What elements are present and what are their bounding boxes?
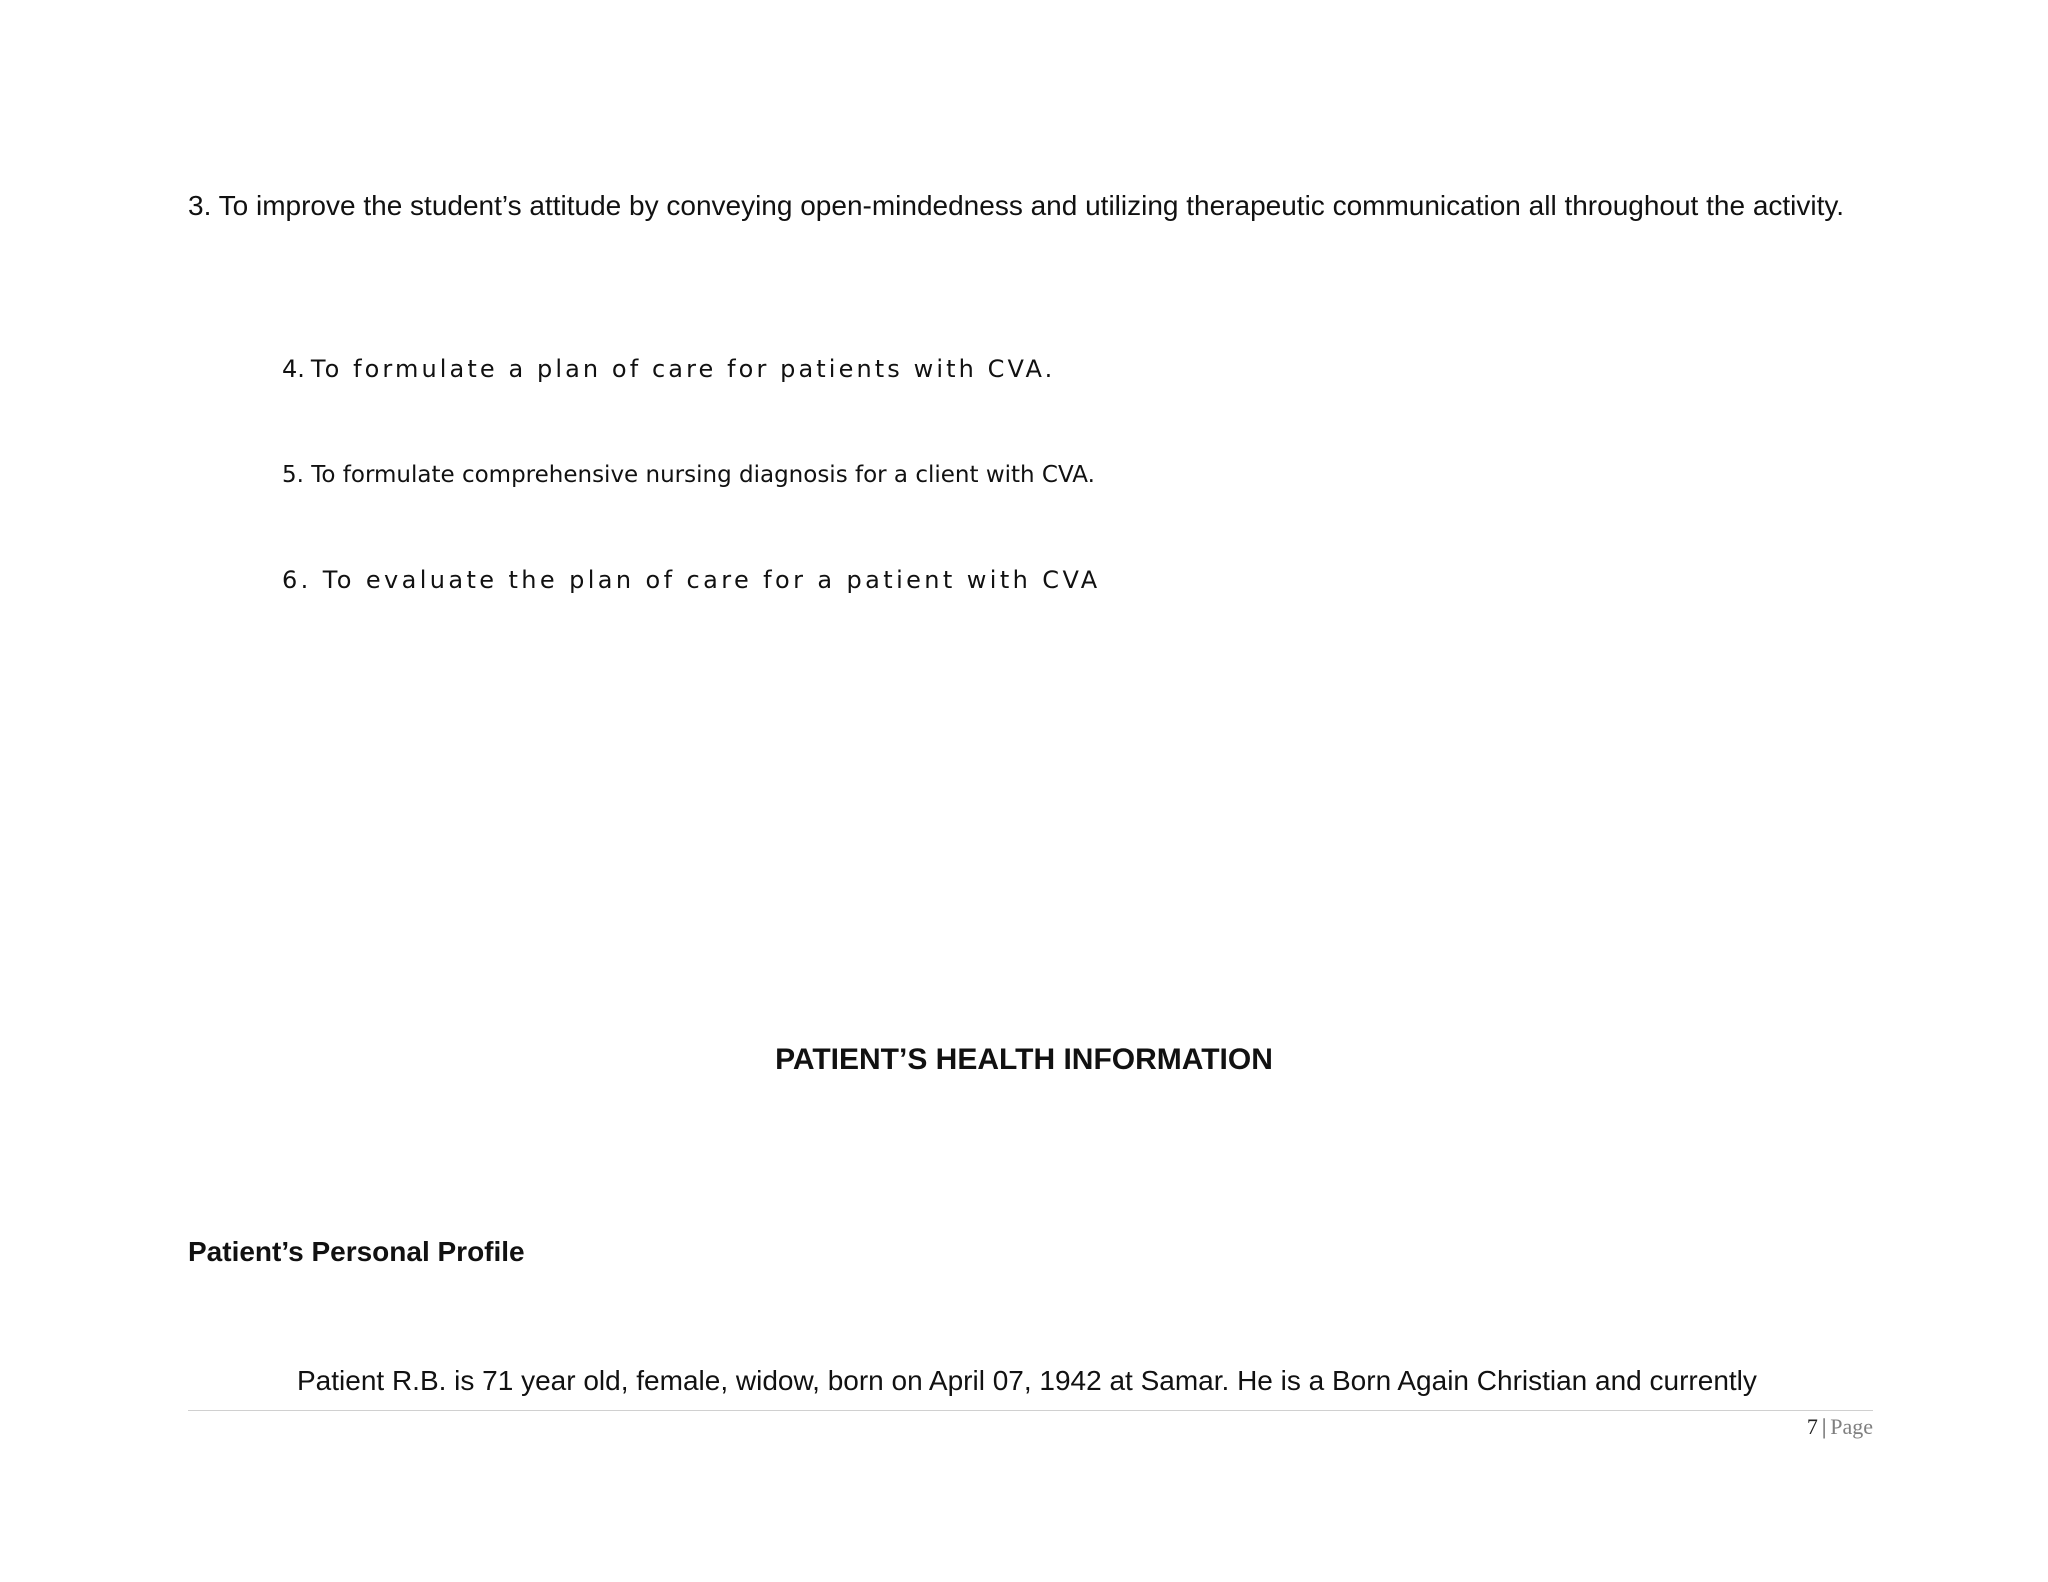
profile-heading: Patient’s Personal Profile xyxy=(188,1236,525,1267)
objective-item-5: 5. To formulate comprehensive nursing diagnosis for a client with CVA. xyxy=(282,462,1095,488)
objective-item-6: 6. To evaluate the plan of care for a patient with CVA xyxy=(282,566,1101,594)
footer-divider xyxy=(188,1410,1873,1411)
page-label: Page xyxy=(1830,1414,1873,1439)
section-title: PATIENT’S HEALTH INFORMATION xyxy=(775,1043,1273,1076)
page-number: 7 xyxy=(1806,1414,1818,1439)
objective-item-4 xyxy=(282,355,1055,383)
profile-paragraph: Patient R.B. is 71 year old, female, widow, born on April 07, 1942 at Samar. He is a Born Again Christian and currently xyxy=(297,1365,1757,1396)
footer-separator: | xyxy=(1821,1414,1827,1439)
page-footer xyxy=(1807,1414,1873,1440)
objective-item-4-text: To formulate a plan of care for patients with CVA. xyxy=(310,355,1056,383)
objective-item-4-number: 4. xyxy=(282,355,305,383)
objective-item-3: 3. To improve the student’s attitude by conveying open-mindedness and utilizing therapeutic communication all throughout the activity. xyxy=(188,190,1845,221)
